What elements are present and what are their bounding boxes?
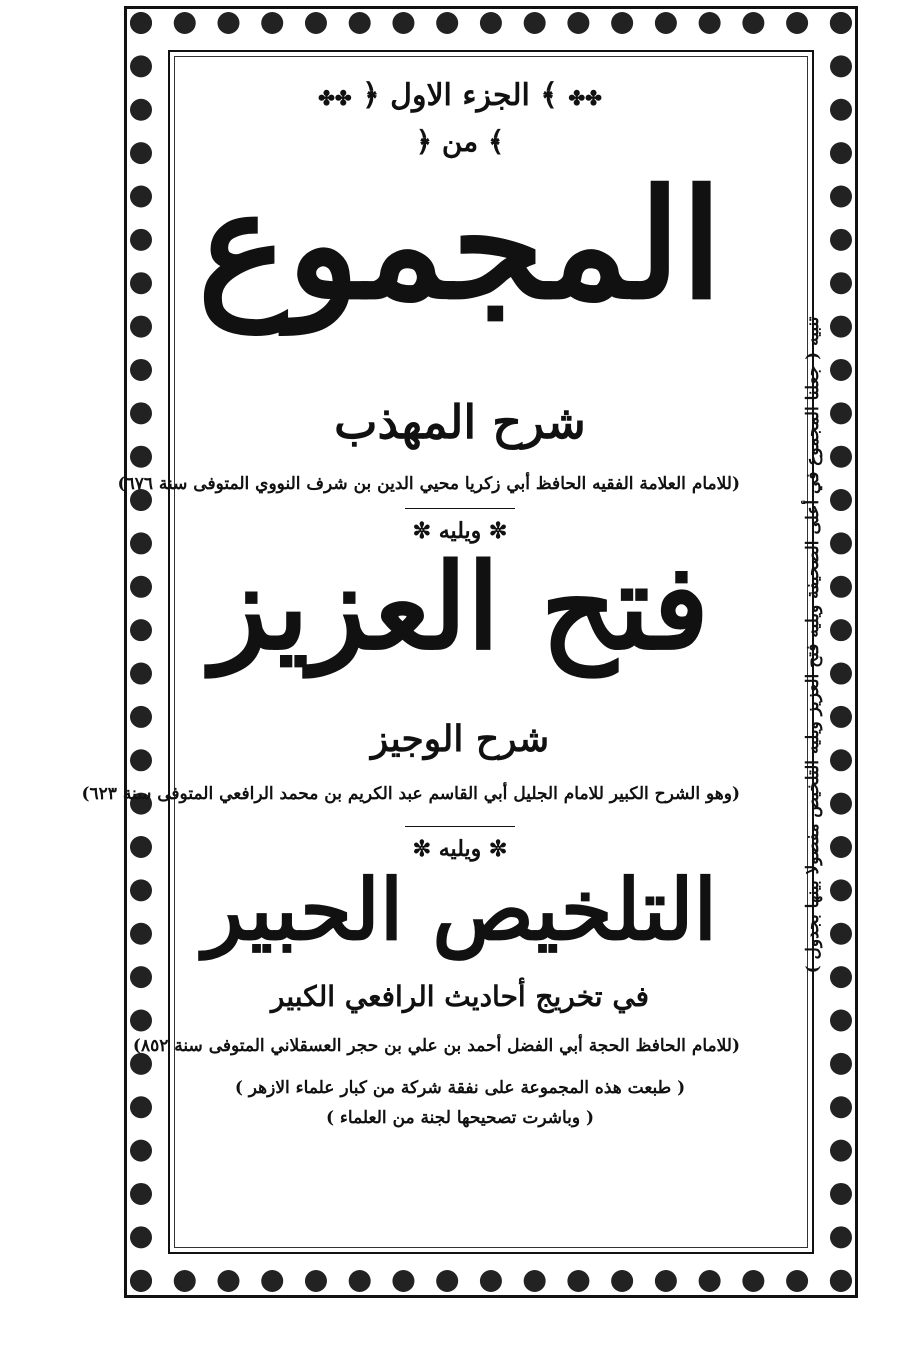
book3-author: (للامام الحافظ الحجة أبي الفضل أحمد بن علي بن حجر العسقلاني المتوفى سنة ٨٥٢) [132, 1036, 740, 1056]
ornament-left: ✤✤ [568, 86, 602, 110]
side-note-text: ( جعلنا المجموع في أعلى الصحيفة ويليه فتح العزيز ويليه التلخيص مفصولا بينها بجدول ) [803, 351, 823, 974]
book3-subtitle: في تخريج أحاديث الرافعي الكبير [270, 980, 650, 1013]
book2-subtitle: شرح الوجيز [370, 718, 550, 760]
side-note [803, 300, 823, 990]
book2-title: فتح العزيز [211, 537, 709, 676]
ornament-right: ✤✤ [318, 86, 352, 110]
supervision-note: ( وباشرت تصحيحها لجنة من العلماء ) [325, 1108, 595, 1128]
part-label: ﴾ الجزء الاول ﴿ [362, 78, 558, 113]
book3-title: التلخيص الحبير [202, 860, 717, 959]
and-follows-2: ✼ ويليه ✼ [412, 836, 508, 862]
book1-subtitle: شرح المهذب [334, 395, 586, 449]
side-note-column [795, 300, 831, 990]
volume-title [180, 78, 740, 113]
divider [405, 826, 515, 827]
book2-author: (وهو الشرح الكبير للامام الجليل أبي القاسم عبد الكريم بن محمد الرافعي المتوفى سنة ٦٢٣) [81, 784, 740, 804]
printing-note: ( طبعت هذه المجموعة على نفقة شركة من كبار علماء الازهر ) [234, 1078, 686, 1098]
divider [405, 508, 515, 509]
side-label: تنبيه [803, 316, 823, 346]
and-follows-1: ✼ ويليه ✼ [412, 518, 508, 544]
book1-title: المجموع [197, 157, 723, 333]
from-label: ﴾ من ﴿ [415, 125, 505, 158]
book1-author: (للامام العلامة الفقيه الحافظ أبي زكريا محيي الدين بن شرف النووي المتوفى سنة ٦٧٦) [117, 474, 740, 494]
